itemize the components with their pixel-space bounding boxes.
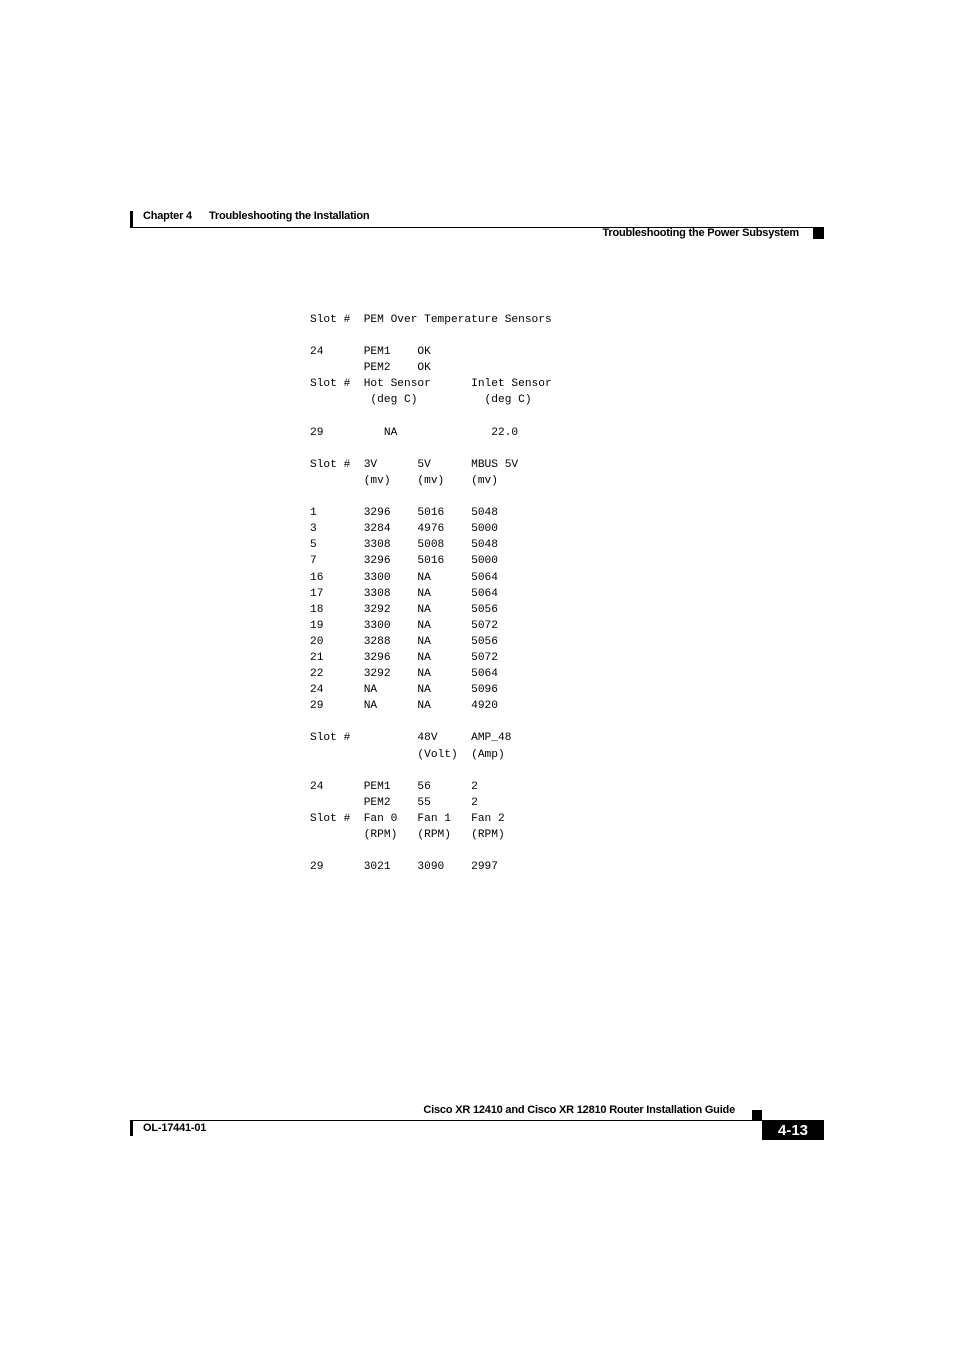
code-line: 18 3292 NA 5056 bbox=[310, 603, 498, 616]
code-line: 7 3296 5016 5000 bbox=[310, 555, 498, 568]
code-line: (deg C) (deg C) bbox=[310, 394, 532, 407]
code-line: 21 3296 NA 5072 bbox=[310, 651, 498, 664]
code-line: Slot # 3V 5V MBUS 5V bbox=[310, 458, 519, 471]
code-line: 24 NA NA 5096 bbox=[310, 684, 498, 697]
code-line: (mv) (mv) (mv) bbox=[310, 474, 498, 487]
code-line: 17 3308 NA 5064 bbox=[310, 587, 498, 600]
code-line: PEM2 OK bbox=[310, 362, 431, 375]
footer-square-marker bbox=[752, 1110, 762, 1120]
code-line: 16 3300 NA 5064 bbox=[310, 571, 498, 584]
footer-left-bar bbox=[130, 1121, 133, 1136]
code-line: (RPM) (RPM) (RPM) bbox=[310, 829, 505, 841]
chapter-title: Troubleshooting the Installation bbox=[209, 210, 370, 222]
page-number: 4-13 bbox=[762, 1121, 824, 1140]
code-line: PEM2 55 2 bbox=[310, 796, 478, 809]
code-line: Slot # Hot Sensor Inlet Sensor bbox=[310, 378, 552, 391]
code-line: 1 3296 5016 5048 bbox=[310, 507, 498, 520]
code-line: 29 NA 22.0 bbox=[310, 426, 519, 439]
code-output-block bbox=[310, 312, 552, 875]
code-line: 20 3288 NA 5056 bbox=[310, 635, 498, 648]
code-line: 24 PEM1 OK bbox=[310, 346, 431, 359]
section-title: Troubleshooting the Power Subsystem bbox=[602, 227, 799, 239]
guide-title: Cisco XR 12410 and Cisco XR 12810 Router Installation Guide bbox=[423, 1104, 735, 1116]
header-square-marker bbox=[813, 228, 824, 239]
header-left-bar bbox=[130, 211, 133, 227]
code-line: 29 NA NA 4920 bbox=[310, 700, 498, 713]
code-line: 29 3021 3090 2997 bbox=[310, 861, 498, 874]
code-line: 3 3284 4976 5000 bbox=[310, 523, 498, 536]
code-line: Slot # Fan 0 Fan 1 Fan 2 bbox=[310, 812, 505, 825]
code-line: 24 PEM1 56 2 bbox=[310, 780, 478, 793]
code-line: (Volt) (Amp) bbox=[310, 748, 505, 761]
chapter-label: Chapter 4 bbox=[143, 210, 192, 222]
code-line: 22 3292 NA 5064 bbox=[310, 668, 498, 681]
code-line: 19 3300 NA 5072 bbox=[310, 619, 498, 632]
code-line: Slot # 48V AMP_48 bbox=[310, 732, 512, 745]
document-number: OL-17441-01 bbox=[143, 1122, 207, 1134]
footer-rule bbox=[130, 1120, 824, 1121]
code-line: 5 3308 5008 5048 bbox=[310, 539, 498, 552]
code-line: Slot # PEM Over Temperature Sensors bbox=[310, 314, 552, 326]
